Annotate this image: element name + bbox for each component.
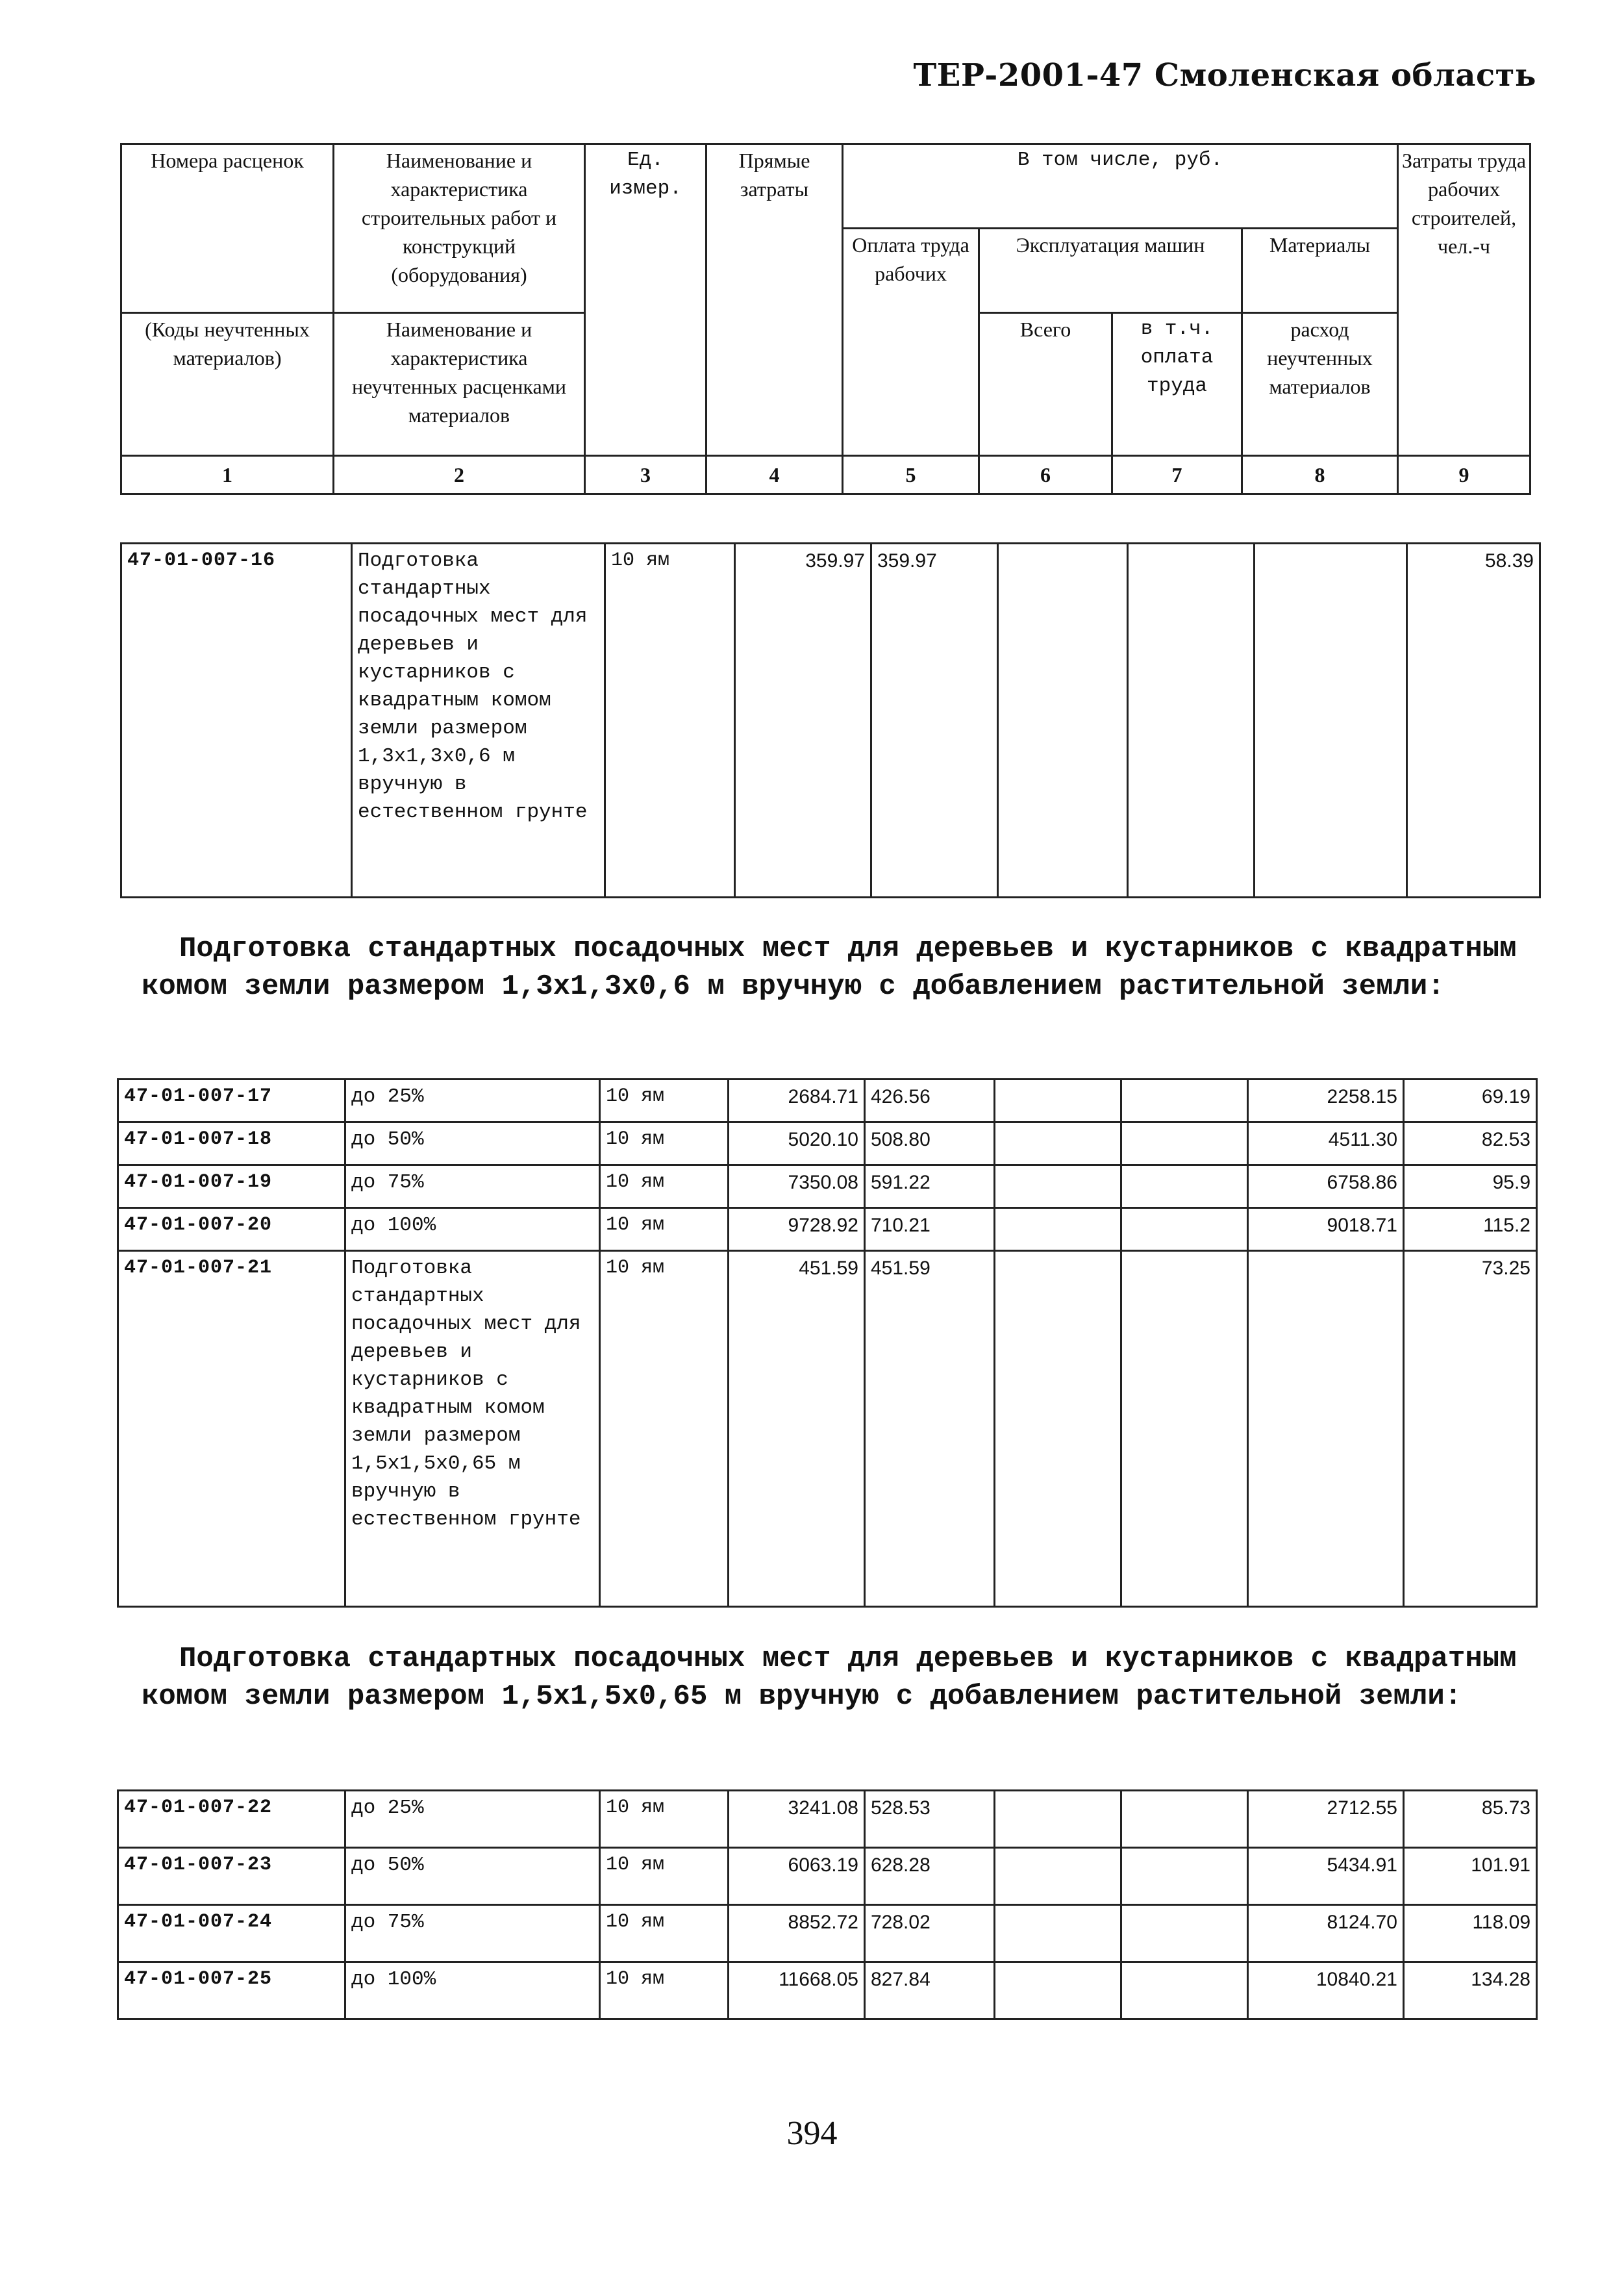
header-name: Наименование и характеристика строительных работ и конструкций (оборудования) <box>334 144 585 313</box>
machines-labor <box>1121 1208 1248 1251</box>
unit: 10 ям <box>600 1208 729 1251</box>
unit: 10 ям <box>600 1905 729 1962</box>
labor-cost: 69.19 <box>1404 1080 1537 1122</box>
machines-labor <box>1121 1080 1248 1122</box>
work-name: до 75% <box>345 1165 600 1208</box>
table-row <box>118 1251 1537 1607</box>
rate-code: 47-01-007-25 <box>118 1962 345 2019</box>
labor-pay: 591.22 <box>865 1165 995 1208</box>
header-table <box>120 143 1531 495</box>
direct-cost: 2684.71 <box>729 1080 865 1122</box>
machines-total <box>995 1962 1121 2019</box>
table-row <box>118 1905 1537 1962</box>
table-row <box>118 1791 1537 1848</box>
machines-total <box>998 544 1128 898</box>
labor-cost: 85.73 <box>1404 1791 1537 1848</box>
materials <box>1255 544 1407 898</box>
work-name: до 50% <box>345 1122 600 1165</box>
header-labor-cost: Затраты труда рабочих строителей, чел.-ч <box>1398 144 1530 456</box>
column-number: 2 <box>334 456 585 494</box>
materials <box>1248 1251 1404 1607</box>
unit: 10 ям <box>600 1122 729 1165</box>
machines-labor <box>1121 1848 1248 1905</box>
unit: 10 ям <box>600 1251 729 1607</box>
materials: 6758.86 <box>1248 1165 1404 1208</box>
machines-total <box>995 1791 1121 1848</box>
materials: 2712.55 <box>1248 1791 1404 1848</box>
rate-code: 47-01-007-19 <box>118 1165 345 1208</box>
direct-cost: 6063.19 <box>729 1848 865 1905</box>
machines-labor <box>1121 1165 1248 1208</box>
work-name: до 25% <box>345 1791 600 1848</box>
header-machines: Эксплуатация машин <box>979 229 1242 313</box>
labor-cost: 134.28 <box>1404 1962 1537 2019</box>
column-number: 3 <box>585 456 706 494</box>
machines-total <box>995 1905 1121 1962</box>
work-name: Подготовка стандартных посадочных мест для деревьев и кустарников с квадратным комом земли размером 1,3х1,3х0,6 м вручную в естественном грунте <box>352 544 605 898</box>
column-number: 9 <box>1398 456 1530 494</box>
header-materials-sub: расход неучтенных материалов <box>1242 313 1398 456</box>
rate-code: 47-01-007-20 <box>118 1208 345 1251</box>
header-name-sub: Наименование и характеристика неучтенных расценками материалов <box>334 313 585 456</box>
machines-total <box>995 1848 1121 1905</box>
machines-labor <box>1121 1122 1248 1165</box>
labor-cost: 101.91 <box>1404 1848 1537 1905</box>
machines-total <box>995 1080 1121 1122</box>
column-number: 7 <box>1112 456 1242 494</box>
rate-code: 47-01-007-16 <box>121 544 352 898</box>
table-row <box>118 1962 1537 2019</box>
column-number: 6 <box>979 456 1112 494</box>
header-machines-total: Всего <box>979 313 1112 456</box>
materials: 8124.70 <box>1248 1905 1404 1962</box>
direct-cost: 359.97 <box>735 544 871 898</box>
unit: 10 ям <box>600 1165 729 1208</box>
header-rates: Номера расценок <box>121 144 334 313</box>
page-number: 394 <box>786 2115 838 2152</box>
table-row <box>118 1122 1537 1165</box>
machines-labor <box>1128 544 1255 898</box>
labor-pay: 426.56 <box>865 1080 995 1122</box>
labor-pay: 508.80 <box>865 1122 995 1165</box>
column-number: 8 <box>1242 456 1398 494</box>
direct-cost: 8852.72 <box>729 1905 865 1962</box>
header-including: В том числе, руб. <box>843 144 1398 229</box>
materials: 10840.21 <box>1248 1962 1404 2019</box>
machines-labor <box>1121 1962 1248 2019</box>
header-materials: Материалы <box>1242 229 1398 313</box>
rates-table-block2 <box>117 1078 1538 1608</box>
labor-pay: 359.97 <box>871 544 998 898</box>
unit: 10 ям <box>600 1791 729 1848</box>
header-column-numbers <box>121 456 1530 494</box>
work-name: до 100% <box>345 1962 600 2019</box>
section-title: Подготовка стандартных посадочных мест для деревьев и кустарников с квадратным комом земли размером 1,3х1,3х0,6 м вручную с добавлением растительной земли: <box>142 933 1517 1003</box>
table-row <box>121 544 1540 898</box>
labor-cost: 58.39 <box>1407 544 1540 898</box>
table-row <box>118 1208 1537 1251</box>
labor-cost: 118.09 <box>1404 1905 1537 1962</box>
header-unit: Ед. измер. <box>585 144 706 456</box>
materials: 9018.71 <box>1248 1208 1404 1251</box>
unit: 10 ям <box>600 1962 729 2019</box>
rate-code: 47-01-007-18 <box>118 1122 345 1165</box>
rate-code: 47-01-007-22 <box>118 1791 345 1848</box>
rates-table-block1 <box>120 542 1541 898</box>
machines-labor <box>1121 1791 1248 1848</box>
labor-pay: 827.84 <box>865 1962 995 2019</box>
header-machines-labor: в т.ч. оплата труда <box>1112 313 1242 456</box>
labor-cost: 73.25 <box>1404 1251 1537 1607</box>
labor-pay: 728.02 <box>865 1905 995 1962</box>
unit: 10 ям <box>600 1080 729 1122</box>
table-row <box>118 1848 1537 1905</box>
machines-total <box>995 1208 1121 1251</box>
labor-cost: 115.2 <box>1404 1208 1537 1251</box>
unit: 10 ям <box>600 1848 729 1905</box>
direct-cost: 5020.10 <box>729 1122 865 1165</box>
column-number: 4 <box>706 456 843 494</box>
machines-total <box>995 1165 1121 1208</box>
labor-pay: 628.28 <box>865 1848 995 1905</box>
labor-cost: 95.9 <box>1404 1165 1537 1208</box>
machines-total <box>995 1122 1121 1165</box>
labor-pay: 528.53 <box>865 1791 995 1848</box>
header-labor-pay: Оплата труда рабочих <box>843 229 979 456</box>
column-number: 1 <box>121 456 334 494</box>
table-row <box>118 1080 1537 1122</box>
table-row <box>118 1165 1537 1208</box>
materials: 2258.15 <box>1248 1080 1404 1122</box>
direct-cost: 11668.05 <box>729 1962 865 2019</box>
direct-cost: 3241.08 <box>729 1791 865 1848</box>
labor-pay: 451.59 <box>865 1251 995 1607</box>
rate-code: 47-01-007-23 <box>118 1848 345 1905</box>
direct-cost: 9728.92 <box>729 1208 865 1251</box>
rates-table-block3 <box>117 1789 1538 2020</box>
labor-pay: 710.21 <box>865 1208 995 1251</box>
header-rates-sub: (Коды неучтенных материалов) <box>121 313 334 456</box>
rate-code: 47-01-007-21 <box>118 1251 345 1607</box>
rate-code: 47-01-007-17 <box>118 1080 345 1122</box>
work-name: до 50% <box>345 1848 600 1905</box>
work-name: до 75% <box>345 1905 600 1962</box>
work-name: до 25% <box>345 1080 600 1122</box>
machines-labor <box>1121 1905 1248 1962</box>
work-name: до 100% <box>345 1208 600 1251</box>
materials: 4511.30 <box>1248 1122 1404 1165</box>
machines-labor <box>1121 1251 1248 1607</box>
machines-total <box>995 1251 1121 1607</box>
section-title: Подготовка стандартных посадочных мест для деревьев и кустарников с квадратным комом земли размером 1,5х1,5х0,65 м вручную с добавлением растительной земли: <box>142 1643 1517 1713</box>
direct-cost: 451.59 <box>729 1251 865 1607</box>
labor-cost: 82.53 <box>1404 1122 1537 1165</box>
page-header: ТЕР-2001-47 Смоленская область <box>913 57 1536 94</box>
direct-cost: 7350.08 <box>729 1165 865 1208</box>
materials: 5434.91 <box>1248 1848 1404 1905</box>
rate-code: 47-01-007-24 <box>118 1905 345 1962</box>
work-name: Подготовка стандартных посадочных мест для деревьев и кустарников с квадратным комом земли размером 1,5х1,5х0,65 м вручную в естественном грунте <box>345 1251 600 1607</box>
column-number: 5 <box>843 456 979 494</box>
unit: 10 ям <box>605 544 735 898</box>
header-direct: Прямые затраты <box>706 144 843 456</box>
